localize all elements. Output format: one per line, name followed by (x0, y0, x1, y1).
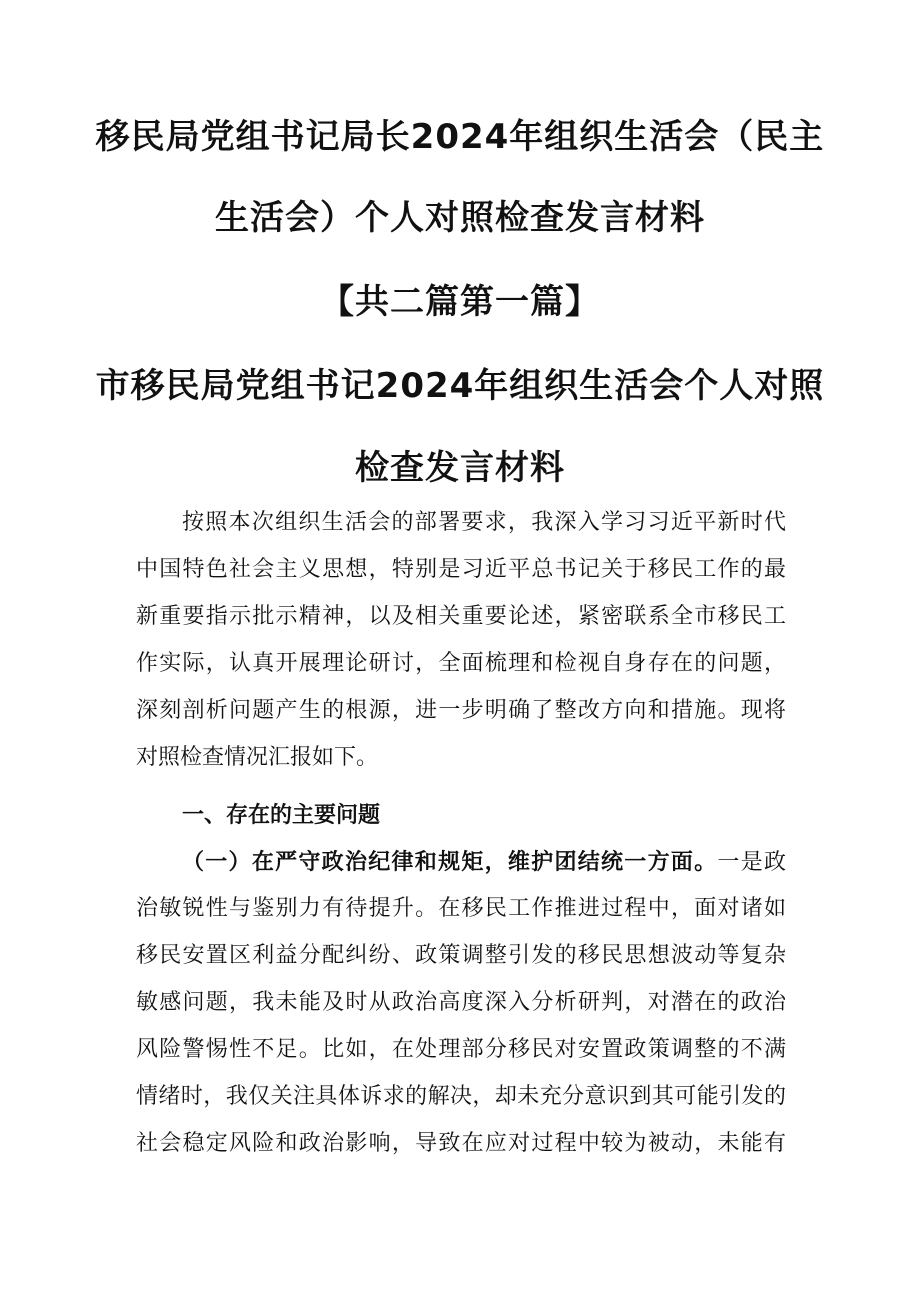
intro-line: 新重要指示批示精神，以及相关重要论述，紧密联系全市移民工 (136, 604, 786, 629)
subsection-line: 风险警惕性不足。比如，在处理部分移民对安置政策调整的不满 (136, 1037, 786, 1062)
subsection-line: 敏感问题，我未能及时从政治高度深入分析研判，对潜在的政治 (136, 990, 786, 1015)
section-heading: 一、存在的主要问题 (182, 802, 381, 828)
intro-line: 对照检查情况汇报如下。 (136, 745, 379, 770)
subsection-line: 社会稳定风险和政治影响，导致在应对过程中较为被动，未能有 (136, 1131, 786, 1156)
title-line-3: 【共二篇第一篇】 (320, 282, 600, 322)
subsection-line: 治敏锐性与鉴别力有待提升。在移民工作推进过程中，面对诸如 (136, 896, 786, 921)
title-line-2: 生活会）个人对照检查发言材料 (215, 198, 705, 238)
title-line-4: 市移民局党组书记2024年组织生活会个人对照 (95, 366, 825, 406)
subsection-heading: （一）在严守政治纪律和规矩，维护团结统一方面。 (182, 849, 718, 875)
subsection-first-line (182, 847, 786, 878)
subsection-first-line-rest: 一是政 (717, 850, 786, 875)
intro-line: 作实际，认真开展理论研讨，全面梳理和检视自身存在的问题， (136, 651, 786, 676)
intro-line: 按照本次组织生活会的部署要求，我深入学习习近平新时代 (182, 510, 786, 535)
title-line-1: 移民局党组书记局长2024年组织生活会（民主 (95, 117, 825, 157)
intro-line: 中国特色社会主义思想，特别是习近平总书记关于移民工作的最 (136, 557, 786, 582)
intro-line: 深刻剖析问题产生的根源，进一步明确了整改方向和措施。现将 (136, 698, 786, 723)
title-line-5: 检查发言材料 (355, 448, 565, 488)
subsection-line: 情绪时，我仅关注具体诉求的解决，却未充分意识到其可能引发的 (136, 1084, 786, 1109)
subsection-line: 移民安置区利益分配纠纷、政策调整引发的移民思想波动等复杂 (136, 943, 786, 968)
